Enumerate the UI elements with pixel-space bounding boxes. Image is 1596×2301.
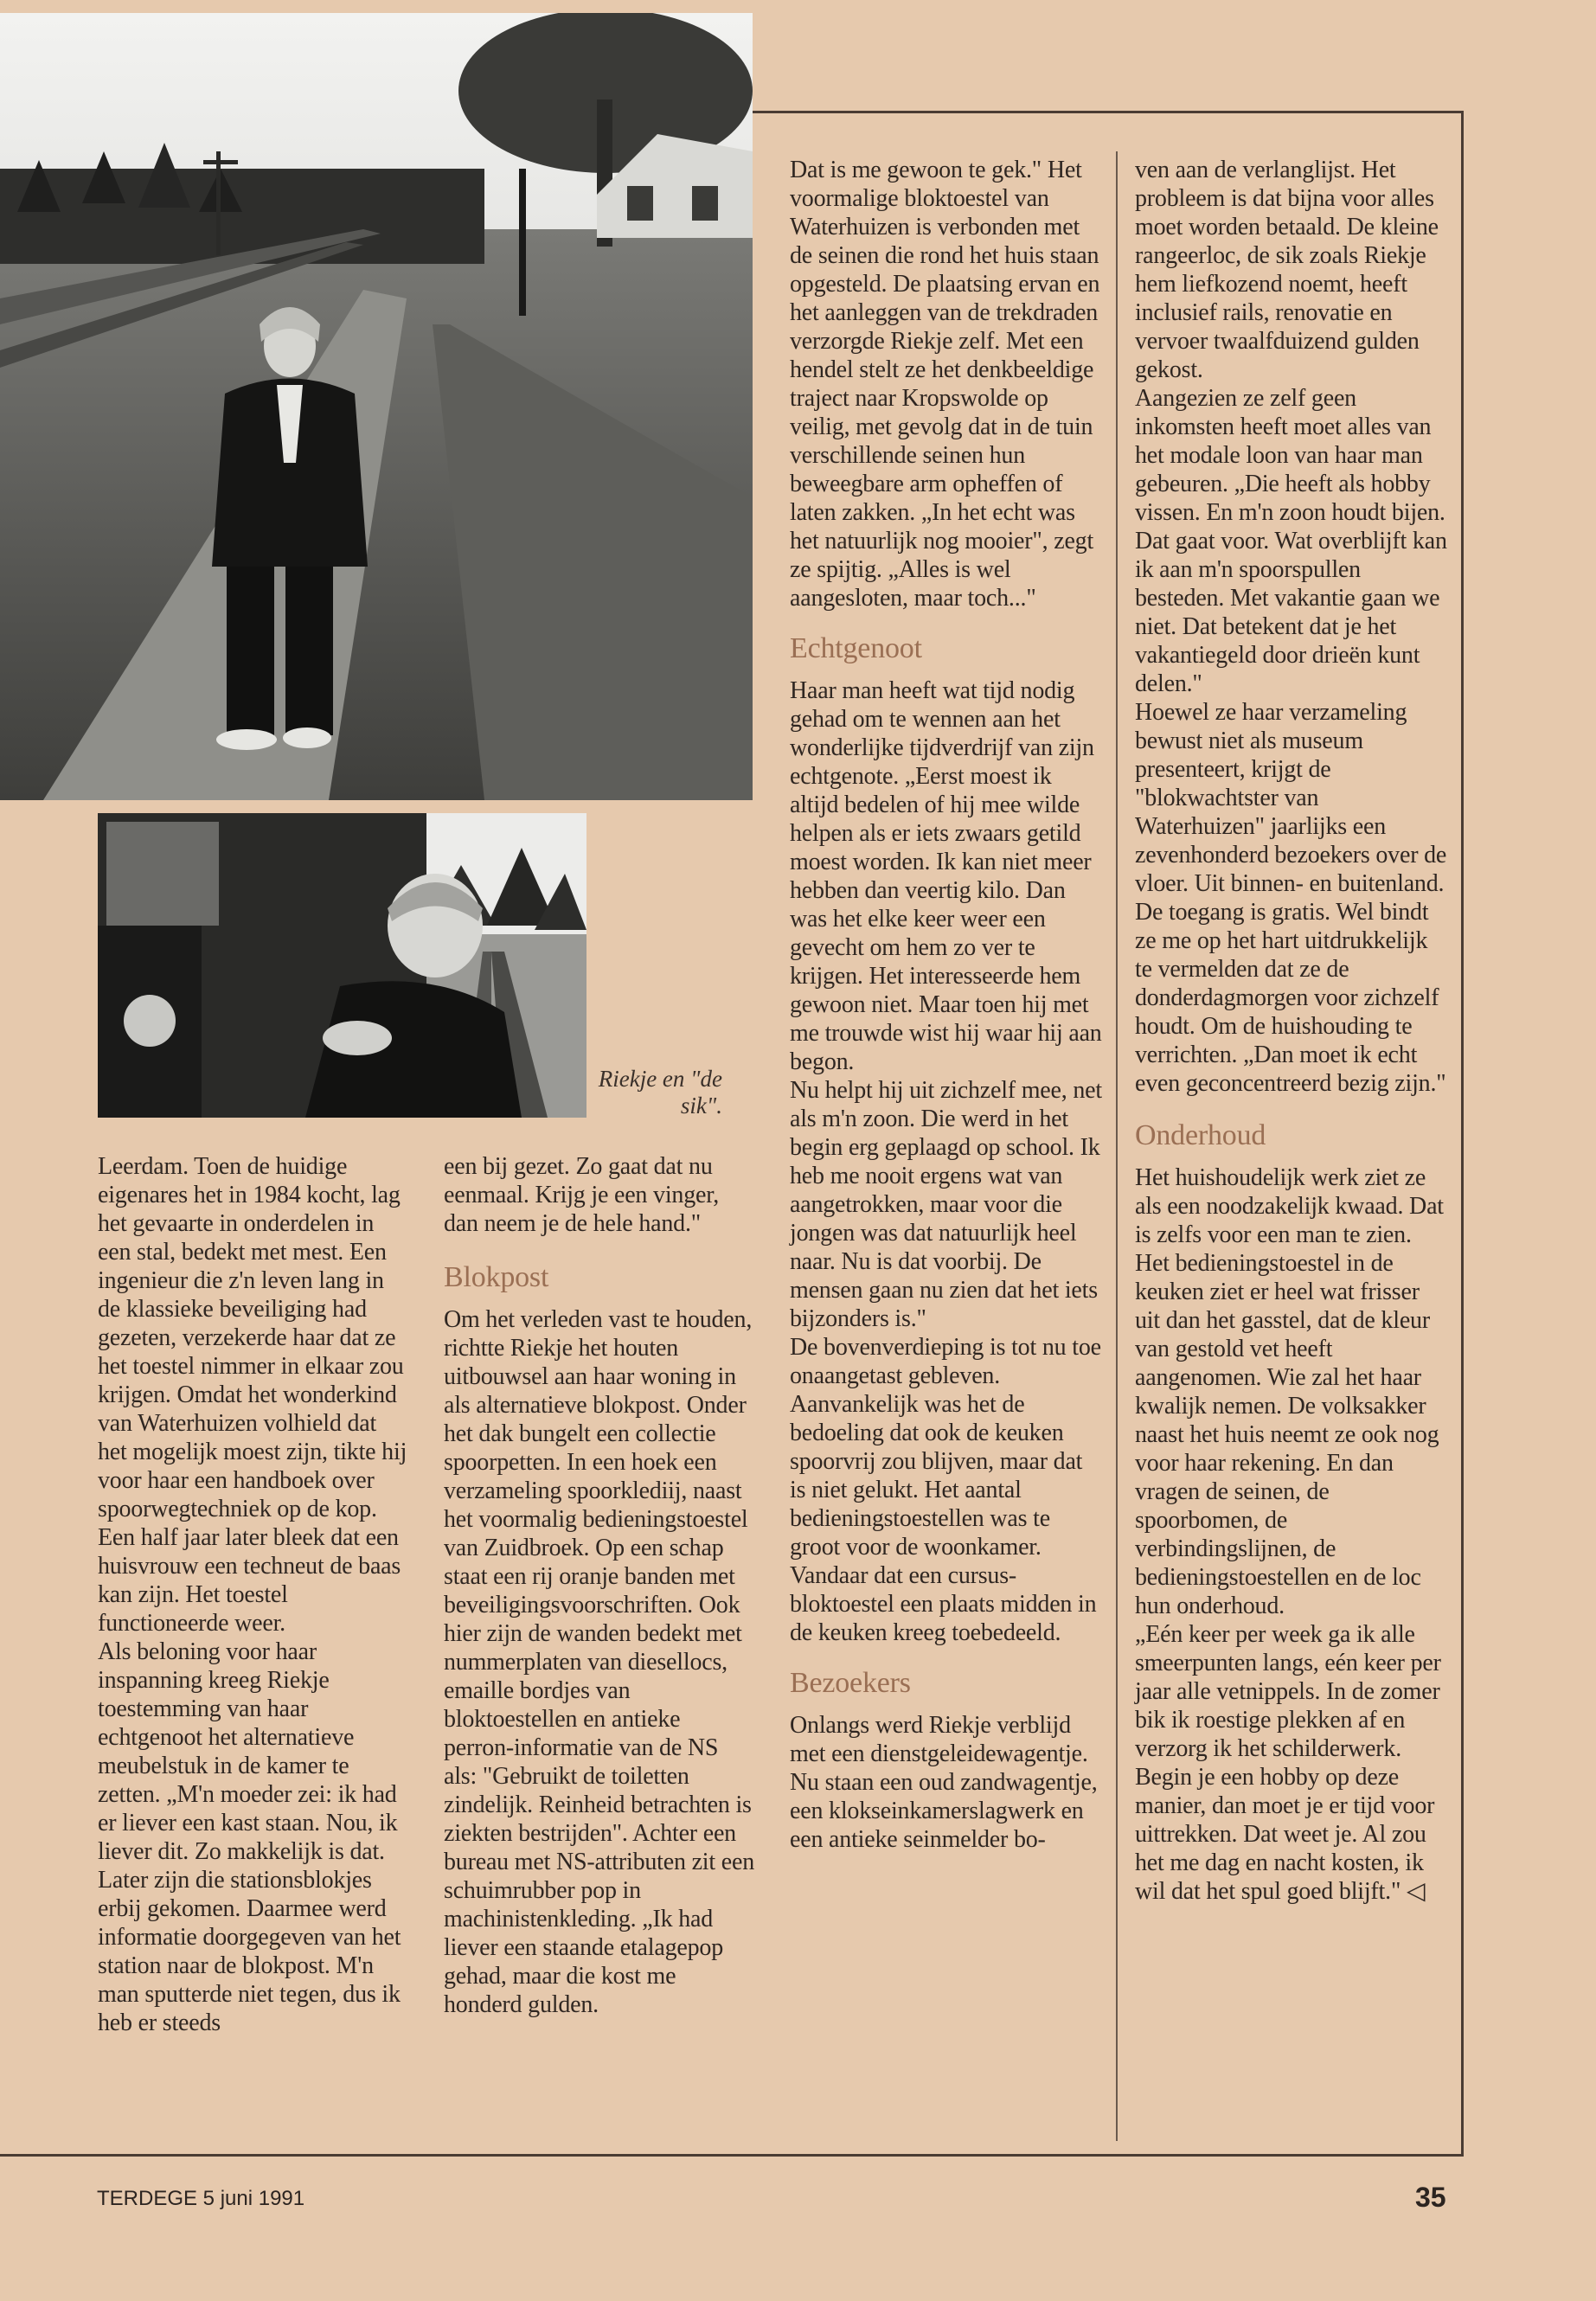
column-2-paragraph-top: een bij gezet. Zo gaat dat nu eenmaal. Krijg je een vinger, dan neem je de hele hand." <box>444 1153 720 1237</box>
frame-right-line <box>1461 111 1464 2154</box>
column-1-paragraph-2: Als beloning voor haar inspanning kreeg Riekje toestemming van haar echtgenoot het alternatieve meubelstuk in de kamer te zetten. „M'n moeder zei: ik had er liever een kast staan. Nou, ik liever dit. Zo makkelijk is dat. Later zijn die stationsblokjes erbij gekomen. Daarmee werd informatie doorgegeven van het station naar de blokpost. M'n man sputterde niet tegen, dus ik heb er steeds <box>98 1638 401 2036</box>
heading-echtgenoot: Echtgenoot <box>790 632 922 664</box>
column-4 <box>1135 156 1448 1906</box>
column-3-paragraph-2: Nu helpt hij uit zichzelf mee, net als m'n zoon. Die werd in het begin erg geplaagd op school. Ik heb me nooit ergens wat van aangetrokken, maar voor die jongen was dat natuurlijk heel naar. Nu is dat voorbij. De mensen gaan nu zien dat het iets bijzonders is." <box>790 1077 1102 1332</box>
column-4-paragraph-4: Het huishoudelijk werk ziet ze als een noodzakelijk kwaad. Dat is zelfs voor een man te zien. Het bedieningstoestel in de keuken ziet er heel wat frisser uit dan het gasstel, dat de kleur van gestold vet heeft aangenomen. Wie zal het haar kwalijk nemen. De volksakker naast het huis neemt ze ook nog voor haar rekening. En dan vragen de seinen, de spoorbomen, de verbindingslijnen, de bedieningstoestellen en de loc hun onderhoud. <box>1135 1164 1444 1619</box>
column-2 <box>444 1152 755 2019</box>
footer-publication: TERDEGE 5 juni 1991 <box>97 2187 305 2210</box>
column-4-paragraph-2: Aangezien ze zelf geen inkomsten heeft moet alles van het modale loon van haar man gebeuren. „Die heeft als hobby vissen. En m'n zoon houdt bijen. Dat gaat voor. Wat overblijft kan ik aan m'n spoorspullen besteden. Met vakantie gaan we niet. Dat betekent dat je het vakantiegeld door drieën kunt delen." <box>1135 385 1447 697</box>
column-4-paragraph-5: „Eén keer per week ga ik alle smeerpunten langs, eén keer per jaar alle vetnippels. In de zomer bik ik roestige plekken af en verzorg ik het schilderwerk. Begin je een hobby op deze manier, dan moet je er tijd voor uittrekken. Dat weet je. Al zou het me dag en nacht kosten, ik wil dat het spul goed blijft." ◁ <box>1135 1621 1441 1905</box>
column-2-paragraph-body: Om het verleden vast te houden, richtte Riekje het houten uitbouwsel aan haar woning in als alternatieve blokpost. Onder het dak bungelt een collectie spoorpetten. In een hoek een verzameling spoorklediij, naast het voormalig bedieningstoestel van Zuidbroek. Op een schap staat een rij oranje banden met beveiligingsvoorschriften. Ook hier zijn de wanden bedekt met nummerplaten van diesellocs, emaille bordjes van bloktoestellen en antieke perron-informatie van de NS als: "Gebruikt de toiletten zindelijk. Reinheid betrachten is ziekten bestrijden". Achter een bureau met NS-attributen zit een schuimrubber pop in machinistenkleding. „Ik had liever een staande etalagepop gehad, maar die kost me honderd gulden. <box>444 1306 755 2018</box>
column-3 <box>790 156 1103 1854</box>
photo-caption: Riekje en "de sik". <box>598 1066 722 1118</box>
frame-bottom-line <box>0 2154 1464 2157</box>
page-number: 35 <box>1415 2182 1446 2213</box>
column-divider-3 <box>1116 151 1118 2141</box>
photo-woman-with-locomotive <box>98 813 586 1118</box>
column-3-paragraph-top: Dat is me gewoon te gek." Het voormalige bloktoestel van Waterhuizen is verbonden met de seinen die rond het huis staan opgesteld. De plaatsing ervan en het aanleggen van de trekdraden verzorgde Riekje zelf. Met een hendel stelt ze het denkbeeldige traject naar Kropswolde op veilig, met gevolg dat in de tuin verschillende seinen hun beweegbare arm opheffen of laten zakken. „In het echt was het natuurlijk nog mooier", zegt ze spijtig. „Alles is wel aangesloten, maar toch..." <box>790 157 1100 612</box>
frame-top-line <box>753 111 1464 113</box>
column-4-paragraph-1: ven aan de verlanglijst. Het probleem is dat bijna voor alles moet worden betaald. De kleine rangeerloc, de sik zoals Riekje hem liefkozend noemt, heeft inclusief rails, renovatie en vervoer twaalfduizend gulden gekost. <box>1135 157 1439 383</box>
column-4-paragraph-3: Hoewel ze haar verzameling bewust niet als museum presenteert, krijgt de "blokwachtster van Waterhuizen" jaarlijks een zevenhonderd bezoekers over de vloer. Uit binnen- en buitenland. De toegang is gratis. Wel bindt ze me op het hart uitdrukkelijk te vermelden dat ze de donderdagmorgen voor zichzelf houdt. Om de huishouding te verrichten. „Dan moet ik echt even geconcentreerd bezig zijn." <box>1135 699 1447 1097</box>
heading-blokpost: Blokpost <box>444 1261 549 1293</box>
column-1 <box>98 1152 409 2037</box>
heading-onderhoud: Onderhoud <box>1135 1119 1266 1151</box>
column-3-paragraph-3: De bovenverdieping is tot nu toe onaangetast gebleven. Aanvankelijk was het de bedoeling dat ook de keuken spoorvrij zou blijven, maar dat is niet gelukt. Het aantal bedieningstoestellen was te groot voor de woonkamer. Vandaar dat een cursus-bloktoestel een plaats midden in de keuken kreeg toebedeeld. <box>790 1334 1101 1646</box>
heading-bezoekers: Bezoekers <box>790 1667 911 1699</box>
column-3-paragraph-1: Haar man heeft wat tijd nodig gehad om te wennen aan het wonderlijke tijdverdrijf van zijn echtgenote. „Eerst moest ik altijd bedelen of hij mee wilde helpen als er iets zwaars getild moest worden. Ik kan niet meer hebben dan veertig kilo. Dan was het elke keer weer een gevecht om hem zo ver te krijgen. Het interesseerde hem gewoon niet. Maar toen hij met me trouwde wist hij waar hij aan begon. <box>790 677 1102 1075</box>
main-photo-woman-at-railway <box>0 13 753 800</box>
column-1-paragraph-1: Leerdam. Toen de huidige eigenares het in 1984 kocht, lag het gevaarte in onderdelen in een stal, bedekt met mest. Een ingenieur die z'n leven lang in de klassieke beveiliging had gezeten, verzekerde haar dat ze het toestel nimmer in elkaar zou krijgen. Omdat het wonderkind van Waterhuizen volhield dat het mogelijk moest zijn, tikte hij voor haar een handboek over spoorwegtechniek op de kop. Een half jaar later bleek dat een huisvrouw een techneut de baas kan zijn. Het toestel functioneerde weer. <box>98 1153 407 1637</box>
column-3-paragraph-4: Onlangs werd Riekje verblijd met een dienstgeleidewagentje. Nu staan een oud zandwagentje, een klokseinkamerslagwerk en een antieke seinmelder bo- <box>790 1712 1098 1853</box>
